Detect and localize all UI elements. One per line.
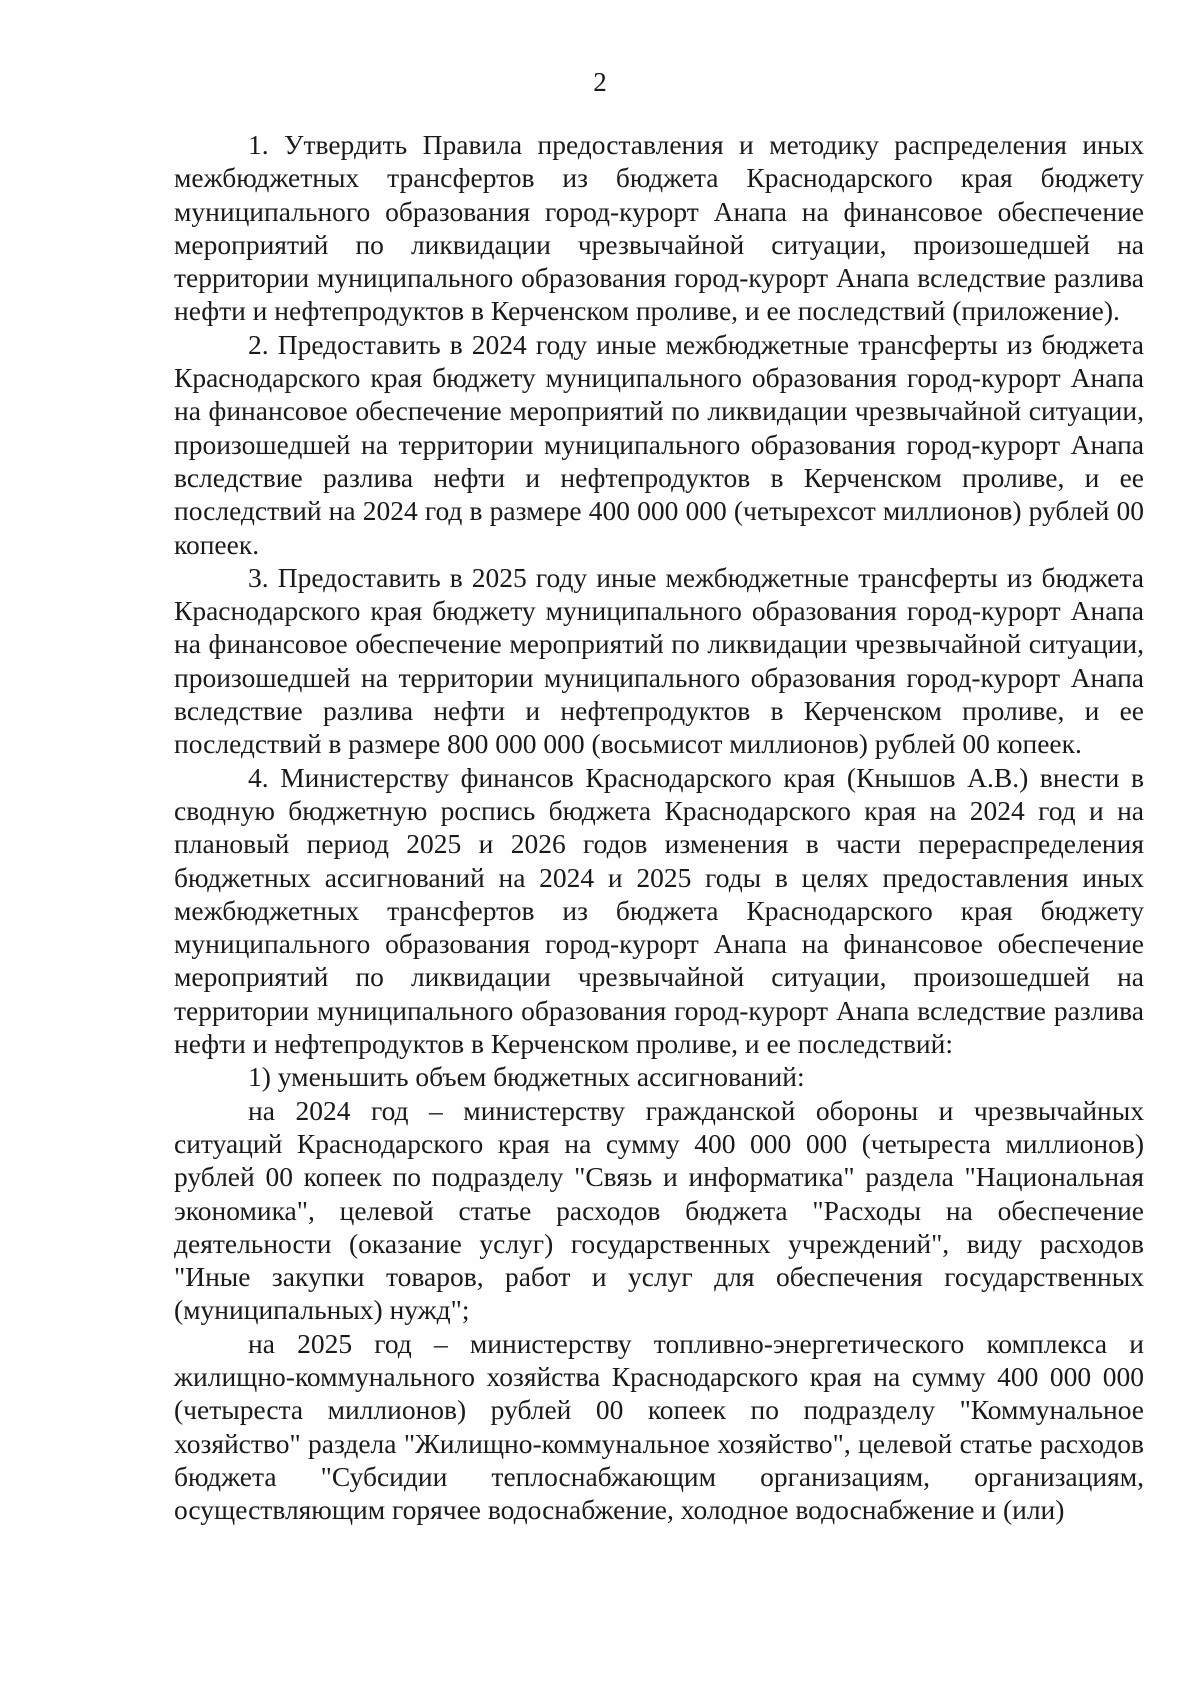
paragraph-2024-reduction: на 2024 год – министерству гражданской обороны и чрезвычайных ситуаций Краснодарского края на сумму 400 000 000 (четыреста миллионов) рублей 00 копеек по подразделу "Связь и информатика" раздела "Национальная экономика", целевой статье расходов бюджета "Расходы на обеспечение деятельности (оказание услуг) государственных учреждений", виду расходов "Иные закупки товаров, работ и услуг для обеспечения государственных (муниципальных) нужд"; — [174, 1094, 1144, 1326]
paragraph-item-1: 1. Утвердить Правила предоставления и методику распределения иных межбюджетных трансфертов из бюджета Краснодарского края бюджету муниципального образования город-курорт Анапа на финансовое обеспечение мероприятий по ликвидации чрезвычайной ситуации, произошедшей на территории муниципального образования город-курорт Анапа вследствие разлива нефти и нефтепродуктов в Керченском проливе, и ее последствий (приложение). — [174, 129, 1144, 327]
page-number: 2 — [593, 67, 607, 97]
paragraph-2025-reduction: на 2025 год – министерству топливно-энергетического комплекса и жилищно-коммунального хозяйства Краснодарского края на сумму 400 000 000 (четыреста миллионов) рублей 00 копеек по подразделу "Коммунальное хозяйство" раздела "Жилищно-коммунальное хозяйство", целевой статье расходов бюджета "Субсидии теплоснабжающим организациям, организациям, осуществляющим горячее водоснабжение, холодное водоснабжение и (или) — [174, 1327, 1144, 1526]
paragraph-item-3: 3. Предоставить в 2025 году иные межбюджетные трансферты из бюджета Краснодарского края бюджету муниципального образования город-курорт Анапа на финансовое обеспечение мероприятий по ликвидации чрезвычайной ситуации, произошедшей на территории муниципального образования город-курорт Анапа вследствие разлива нефти и нефтепродуктов в Керченском проливе, и ее последствий в размере 800 000 000 (восьмисот миллионов) рублей 00 копеек. — [174, 561, 1144, 760]
paragraph-item-2: 2. Предоставить в 2024 году иные межбюджетные трансферты из бюджета Краснодарского края бюджету муниципального образования город-курорт Анапа на финансовое обеспечение мероприятий по ликвидации чрезвычайной ситуации, произошедшей на территории муниципального образования город-курорт Анапа вследствие разлива нефти и нефтепродуктов в Керченском проливе, и ее последствий на 2024 год в размере 400 000 000 (четырехсот миллионов) рублей 00 копеек. — [174, 328, 1144, 560]
document-body — [174, 128, 1144, 1526]
paragraph-subitem-1: 1) уменьшить объем бюджетных ассигнований: — [248, 1061, 805, 1093]
paragraph-item-4: 4. Министерству финансов Краснодарского края (Кнышов А.В.) внести в сводную бюджетную роспись бюджета Краснодарского края на 2024 год и на плановый период 2025 и 2026 годов изменения в части перераспределения бюджетных ассигнований на 2024 и 2025 годы в целях предоставления иных межбюджетных трансфертов из бюджета Краснодарского края бюджету муниципального образования город-курорт Анапа на финансовое обеспечение мероприятий по ликвидации чрезвычайной ситуации, произошедшей на территории муниципального образования город-курорт Анапа вследствие разлива нефти и нефтепродуктов в Керченском проливе, и ее последствий: — [174, 761, 1144, 1060]
